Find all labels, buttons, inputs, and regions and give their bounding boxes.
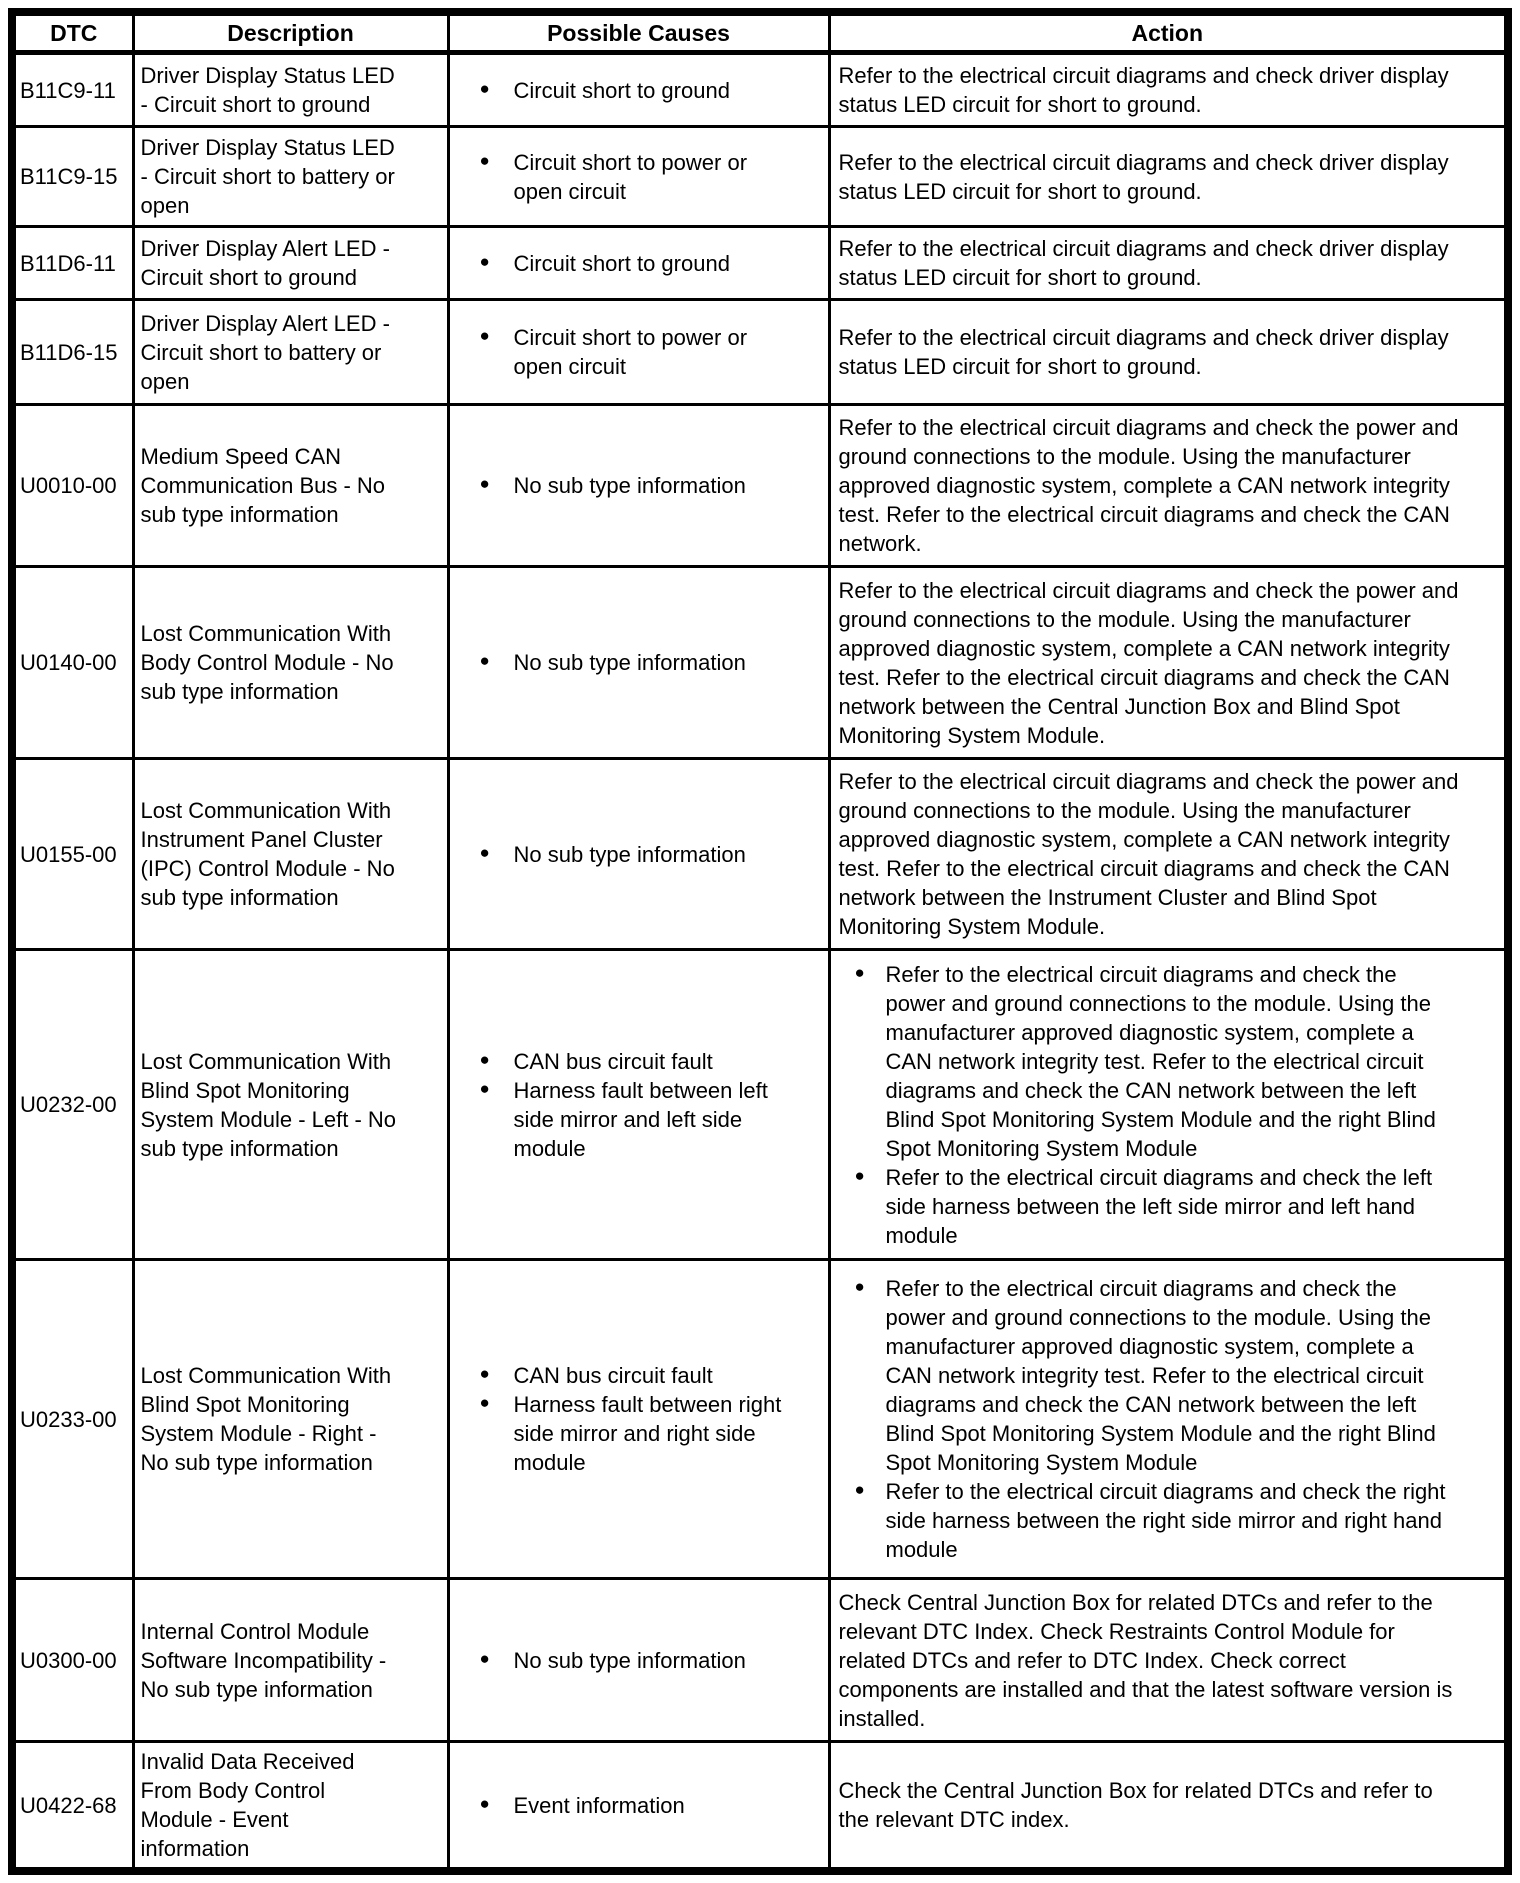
dtc-cell: B11D6-11 bbox=[12, 227, 133, 300]
action-text: Refer to the electrical circuit diagrams and check driver display status LED circuit for short to ground. bbox=[838, 149, 1449, 204]
table-body bbox=[12, 53, 1508, 1872]
column-header-possible-causes: Possible Causes bbox=[448, 12, 829, 53]
cause-item: ● Circuit short to power or open circuit bbox=[480, 148, 788, 206]
description-cell: Lost Communication With Blind Spot Monitoring System Module - Right - No sub type information bbox=[133, 1260, 448, 1579]
table-row bbox=[12, 300, 1508, 405]
action-text: Check the Central Junction Box for related DTCs and refer to the relevant DTC index. bbox=[838, 1778, 1433, 1832]
action-cell bbox=[829, 950, 1508, 1260]
action-cell bbox=[829, 567, 1508, 759]
table-row bbox=[12, 405, 1508, 567]
dtc-cell: B11D6-15 bbox=[12, 300, 133, 405]
causes-list bbox=[450, 148, 788, 206]
action-cell bbox=[829, 300, 1508, 405]
action-cell bbox=[829, 1260, 1508, 1579]
action-cell bbox=[829, 127, 1508, 227]
action-item: ● Refer to the electrical circuit diagrams and check the left side harness between the left side mirror and left hand module bbox=[855, 1163, 1469, 1250]
causes-cell bbox=[448, 567, 829, 759]
dtc-cell: U0232-00 bbox=[12, 950, 133, 1260]
causes-cell bbox=[448, 405, 829, 567]
action-text: Refer to the electrical circuit diagrams and check driver display status LED circuit for short to ground. bbox=[838, 63, 1449, 117]
table-row bbox=[12, 1579, 1508, 1742]
action-item: ● Refer to the electrical circuit diagrams and check the power and ground connections to the module. Using the manufacturer approved diagnostic system, complete a CAN network integrity test. Refer to the electrical circuit diagrams and check the CAN network between the left Blind Spot Monitoring System Module and the right Blind Spot Monitoring System Module bbox=[855, 960, 1469, 1163]
causes-cell bbox=[448, 300, 829, 405]
action-item: ● Refer to the electrical circuit diagrams and check the power and ground connections to the module. Using the manufacturer approved diagnostic system, complete a CAN network integrity test. Refer to the electrical circuit diagrams and check the CAN network between the left Blind Spot Monitoring System Module and the right Blind Spot Monitoring System Module bbox=[855, 1274, 1469, 1477]
action-cell bbox=[829, 227, 1508, 300]
causes-list bbox=[450, 840, 788, 869]
cause-item: ● Circuit short to power or open circuit bbox=[480, 323, 788, 381]
causes-cell bbox=[448, 127, 829, 227]
table-row bbox=[12, 227, 1508, 300]
action-cell bbox=[829, 759, 1508, 950]
action-list bbox=[839, 1274, 1469, 1564]
causes-list bbox=[450, 76, 788, 105]
causes-cell bbox=[448, 53, 829, 127]
column-header-description: Description bbox=[133, 12, 448, 53]
dtc-cell: U0422-68 bbox=[12, 1742, 133, 1872]
action-text: Refer to the electrical circuit diagrams and check the power and ground connections to the module. Using the manufacturer approved diagnostic system, complete a CAN network integrity test. Refer to the electrical circuit diagrams and check the CAN network between the Central Junction Box and Blind Spot Monitoring System Module. bbox=[838, 577, 1459, 748]
table-row bbox=[12, 567, 1508, 759]
table-row bbox=[12, 1742, 1508, 1872]
dtc-cell: B11C9-11 bbox=[12, 53, 133, 127]
action-cell bbox=[829, 1742, 1508, 1872]
cause-item: ● CAN bus circuit fault bbox=[480, 1047, 788, 1076]
causes-cell bbox=[448, 1260, 829, 1579]
table-row bbox=[12, 759, 1508, 950]
causes-list bbox=[450, 1361, 788, 1477]
action-text: Refer to the electrical circuit diagrams and check driver display status LED circuit for short to ground. bbox=[838, 325, 1449, 379]
dtc-cell: U0155-00 bbox=[12, 759, 133, 950]
cause-item: ● Harness fault between right side mirror and right side module bbox=[480, 1390, 788, 1477]
description-cell: Lost Communication With Body Control Module - No sub type information bbox=[133, 567, 448, 759]
dtc-cell: U0140-00 bbox=[12, 567, 133, 759]
causes-list bbox=[450, 471, 788, 500]
action-item: ● Refer to the electrical circuit diagrams and check the right side harness between the right side mirror and right hand module bbox=[855, 1477, 1469, 1564]
column-header-action: Action bbox=[829, 12, 1508, 53]
cause-item: ● Circuit short to ground bbox=[480, 76, 788, 105]
dtc-cell: U0233-00 bbox=[12, 1260, 133, 1579]
dtc-table bbox=[8, 8, 1512, 1875]
description-cell: Invalid Data Received From Body Control Module - Event information bbox=[133, 1742, 448, 1872]
action-text: Refer to the electrical circuit diagrams and check driver display status LED circuit for short to ground. bbox=[838, 236, 1449, 290]
dtc-cell: U0010-00 bbox=[12, 405, 133, 567]
column-header-dtc: DTC bbox=[12, 12, 133, 53]
cause-item: ● Harness fault between left side mirror and left side module bbox=[480, 1076, 788, 1163]
causes-cell bbox=[448, 1579, 829, 1742]
description-cell: Lost Communication With Blind Spot Monitoring System Module - Left - No sub type information bbox=[133, 950, 448, 1260]
causes-list bbox=[450, 1646, 788, 1675]
causes-cell bbox=[448, 1742, 829, 1872]
causes-list bbox=[450, 323, 788, 381]
cause-item: ● No sub type information bbox=[480, 471, 788, 500]
table-row bbox=[12, 127, 1508, 227]
description-cell: Driver Display Status LED - Circuit short to ground bbox=[133, 53, 448, 127]
cause-item: ● Event information bbox=[480, 1791, 788, 1820]
description-cell: Driver Display Alert LED - Circuit short to ground bbox=[133, 227, 448, 300]
causes-cell bbox=[448, 759, 829, 950]
action-text: Check Central Junction Box for related DTCs and refer to the relevant DTC Index. Check Restraints Control Module for related DTCs and refer to DTC Index. Check correct components are installed and that the latest software version is installed. bbox=[838, 1589, 1453, 1731]
description-cell: Medium Speed CAN Communication Bus - No sub type information bbox=[133, 405, 448, 567]
cause-item: ● Circuit short to ground bbox=[480, 249, 788, 278]
table-row bbox=[12, 1260, 1508, 1579]
cause-item: ● CAN bus circuit fault bbox=[480, 1361, 788, 1390]
cause-item: ● No sub type information bbox=[480, 648, 788, 677]
action-text: Refer to the electrical circuit diagrams and check the power and ground connections to the module. Using the manufacturer approved diagnostic system, complete a CAN network integrity test. Refer to the electrical circuit diagrams and check the CAN network. bbox=[838, 415, 1459, 556]
description-cell: Lost Communication With Instrument Panel Cluster (IPC) Control Module - No sub type information bbox=[133, 759, 448, 950]
action-text: Refer to the electrical circuit diagrams and check the power and ground connections to the module. Using the manufacturer approved diagnostic system, complete a CAN network integrity test. Refer to the electrical circuit diagrams and check the CAN network between the Instrument Cluster and Blind Spot Monitoring System Module. bbox=[838, 769, 1459, 939]
causes-list bbox=[450, 648, 788, 677]
cause-item: ● No sub type information bbox=[480, 1646, 788, 1675]
causes-cell bbox=[448, 950, 829, 1260]
action-cell bbox=[829, 1579, 1508, 1742]
causes-list bbox=[450, 1047, 788, 1163]
dtc-cell: B11C9-15 bbox=[12, 127, 133, 227]
header-row bbox=[12, 12, 1508, 53]
action-cell bbox=[829, 405, 1508, 567]
action-cell bbox=[829, 53, 1508, 127]
causes-cell bbox=[448, 227, 829, 300]
action-list bbox=[839, 960, 1469, 1250]
cause-item: ● No sub type information bbox=[480, 840, 788, 869]
dtc-cell: U0300-00 bbox=[12, 1579, 133, 1742]
table-header bbox=[12, 12, 1508, 53]
description-cell: Internal Control Module Software Incompatibility - No sub type information bbox=[133, 1579, 448, 1742]
description-cell: Driver Display Status LED - Circuit short to battery or open bbox=[133, 127, 448, 227]
table-row bbox=[12, 950, 1508, 1260]
causes-list bbox=[450, 249, 788, 278]
description-cell: Driver Display Alert LED - Circuit short to battery or open bbox=[133, 300, 448, 405]
causes-list bbox=[450, 1791, 788, 1820]
table-row bbox=[12, 53, 1508, 127]
